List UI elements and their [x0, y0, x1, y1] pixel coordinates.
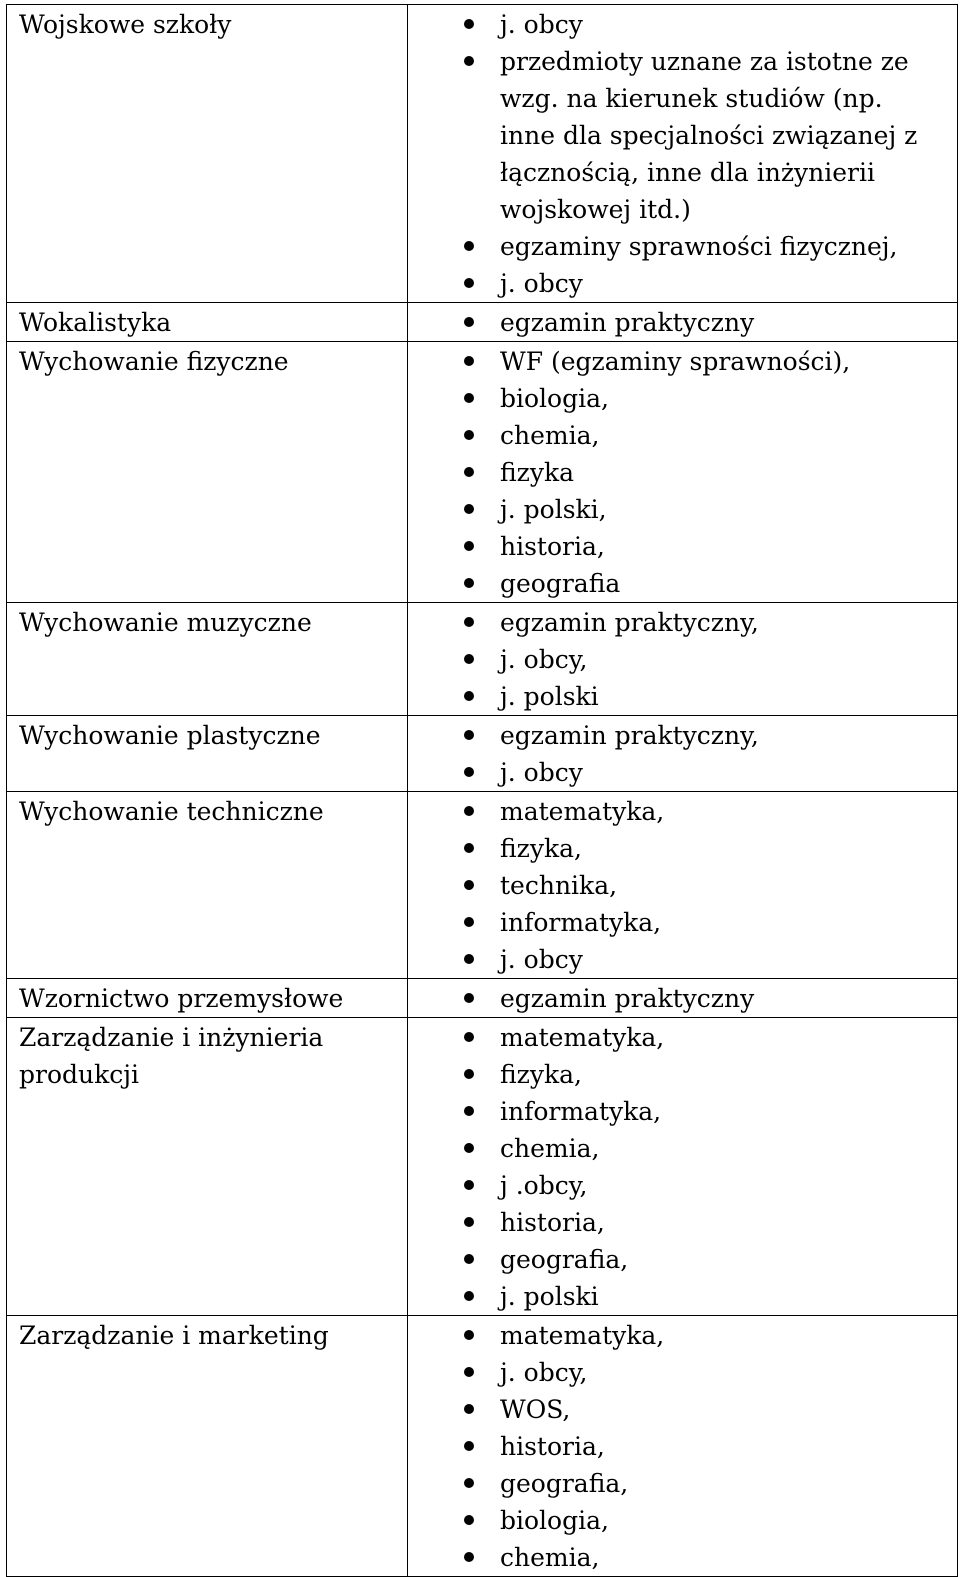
subject-list [408, 792, 957, 978]
subjects-cell [408, 5, 958, 303]
table-row [7, 342, 958, 603]
subject-list-item: historia, [408, 1428, 957, 1465]
subject-list-item: j. obcy [408, 6, 957, 43]
subject-list-item: przedmioty uznane za istotne ze wzg. na kierunek studiów (np. inne dla specjalności związanej z łącznością, inne dla inżynierii wojskowej itd.) [408, 43, 957, 228]
field-of-study-name: Wychowanie fizyczne [19, 347, 289, 376]
subjects-cell [408, 342, 958, 603]
subject-list-item: egzaminy sprawności fizycznej, [408, 228, 957, 265]
subject-list-item: biologia, [408, 1502, 957, 1539]
subject-list-item: egzamin praktyczny, [408, 604, 957, 641]
subject-list-item: chemia, [408, 1130, 957, 1167]
subject-list-item: j. obcy [408, 941, 957, 978]
subject-list-item: j. polski [408, 678, 957, 715]
subject-list-item: geografia, [408, 1465, 957, 1502]
field-of-study-cell [7, 1018, 408, 1316]
subject-list [408, 979, 957, 1017]
table-row [7, 5, 958, 303]
table-body [7, 5, 958, 1577]
field-of-study-name: Wychowanie techniczne [19, 797, 324, 826]
field-of-study-name: Wokalistyka [19, 308, 172, 337]
subject-list-item: historia, [408, 1204, 957, 1241]
field-of-study-cell [7, 792, 408, 979]
field-of-study-name: Wzornictwo przemysłowe [19, 984, 344, 1013]
subject-list-item: historia, [408, 528, 957, 565]
subject-list-item: informatyka, [408, 904, 957, 941]
field-of-study-cell [7, 1316, 408, 1577]
subject-list-item: j. obcy, [408, 641, 957, 678]
subject-list-item: informatyka, [408, 1093, 957, 1130]
subjects-cell [408, 716, 958, 792]
subject-list-item: chemia, [408, 417, 957, 454]
field-of-study-cell [7, 603, 408, 716]
field-of-study-cell [7, 303, 408, 342]
subject-list [408, 342, 957, 602]
subject-list-item: fizyka [408, 454, 957, 491]
subject-list-item: chemia, [408, 1539, 957, 1576]
field-of-study-cell [7, 5, 408, 303]
table-row [7, 603, 958, 716]
subject-list [408, 1316, 957, 1576]
subject-list-item: j. polski [408, 1278, 957, 1315]
subject-list-item: biologia, [408, 380, 957, 417]
table-row [7, 979, 958, 1018]
subjects-cell [408, 792, 958, 979]
subject-list-item: j. obcy [408, 754, 957, 791]
subject-list-item: fizyka, [408, 1056, 957, 1093]
field-of-study-cell [7, 979, 408, 1018]
field-of-study-cell [7, 342, 408, 603]
table-row [7, 1316, 958, 1577]
subject-list-item: j. polski, [408, 491, 957, 528]
subject-list [408, 5, 957, 302]
subject-list-item: egzamin praktyczny, [408, 717, 957, 754]
subject-list-item: fizyka, [408, 830, 957, 867]
field-of-study-name: Wychowanie muzyczne [19, 608, 312, 637]
subject-list-item: geografia [408, 565, 957, 602]
subject-list [408, 603, 957, 715]
subject-list [408, 303, 957, 341]
subject-list-item: j .obcy, [408, 1167, 957, 1204]
subject-list-item: j. obcy, [408, 1354, 957, 1391]
subjects-cell [408, 1018, 958, 1316]
field-of-study-name: Wychowanie plastyczne [19, 721, 321, 750]
subject-list [408, 716, 957, 791]
field-of-study-name: Zarządzanie i marketing [19, 1321, 329, 1350]
subject-list-item: WOS, [408, 1391, 957, 1428]
subject-list [408, 1018, 957, 1315]
table-row [7, 1018, 958, 1316]
subjects-cell [408, 603, 958, 716]
field-of-study-name: Zarządzanie i inżynieria produkcji [19, 1023, 324, 1089]
subject-list-item: matematyka, [408, 793, 957, 830]
subject-list-item: j. obcy [408, 265, 957, 302]
subjects-cell [408, 303, 958, 342]
subject-list-item: matematyka, [408, 1019, 957, 1056]
requirements-table [6, 4, 958, 1577]
table-row [7, 716, 958, 792]
field-of-study-cell [7, 716, 408, 792]
subject-list-item: WF (egzaminy sprawności), [408, 343, 957, 380]
subject-list-item: technika, [408, 867, 957, 904]
table-row [7, 303, 958, 342]
field-of-study-name: Wojskowe szkoły [19, 10, 232, 39]
subjects-cell [408, 979, 958, 1018]
subjects-cell [408, 1316, 958, 1577]
subject-list-item: egzamin praktyczny [408, 304, 957, 341]
subject-list-item: egzamin praktyczny [408, 980, 957, 1017]
subject-list-item: matematyka, [408, 1317, 957, 1354]
table-row [7, 792, 958, 979]
subject-list-item: geografia, [408, 1241, 957, 1278]
